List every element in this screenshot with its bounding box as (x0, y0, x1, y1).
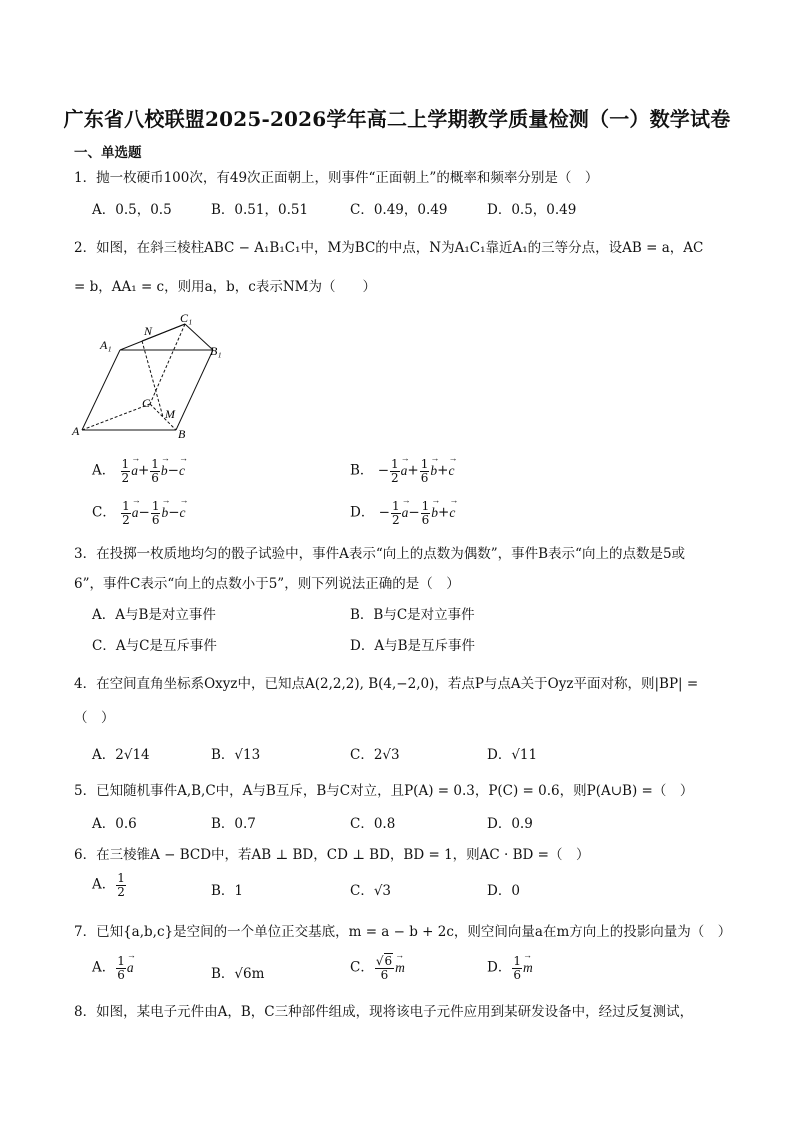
q1-option-c: C．0.49，0.49 (350, 202, 448, 218)
q1-option-d: D．0.5，0.49 (487, 202, 577, 218)
q2-option-b: B． − $\frac{1}{2}$ → a+ $\frac{1}{6}$ → b+→ c (350, 458, 454, 484)
q7-option-c-letter: C． (350, 959, 374, 976)
q6-option-a: A． $\frac{1}{2}$ (92, 871, 125, 899)
q2-option-c: C． $\frac{1}{2}$ → a− $\frac{1}{6}$ → b−→ c (92, 500, 186, 526)
question-2-stem-line1: 2．如图，在斜三棱柱ABC − A₁B₁C₁中，M为BC的中点，N为A₁C₁靠近A₁的三等分点，设AB = a，AC (74, 240, 704, 256)
q4-option-b: B．√13 (211, 747, 261, 763)
question-4-stem-line1: 4．在空间直角坐标系Oxyz中，已知点A(2,2,2), B(4,−2,0)，若点P与点A关于Oyz平面对称，则|BP| = (74, 676, 699, 692)
q3-option-a: A．A与B是对立事件 (92, 607, 216, 623)
q1-option-a: A．0.5，0.5 (92, 202, 172, 218)
q2-option-a: A． $\frac{1}{2}$ → a+ $\frac{1}{6}$ → b−→ c (92, 458, 185, 484)
question-7-stem: 7．已知{a,b,c}是空间的一个单位正交基底，m = a − b + 2c，则空间向量a在m方向上的投影向量为（ ） (74, 924, 732, 940)
q7-option-b: B．√6m (211, 966, 265, 982)
q3-option-d: D．A与B是互斥事件 (350, 638, 475, 654)
label-a1: A₁ (100, 338, 112, 352)
label-c: C (142, 396, 151, 410)
question-1-stem: 1．抛一枚硬币100次，有49次正面朝上，则事件“正面朝上”的概率和频率分别是（ ） (74, 170, 599, 186)
q7-option-a: A． $\frac{1}{6}$ → a (92, 955, 134, 981)
label-b: B (178, 427, 186, 441)
q2-option-d-letter: D． (350, 504, 375, 521)
section-heading: 一、单选题 (74, 145, 142, 161)
question-6-stem: 6．在三棱锥A − BCD中，若AB ⊥ BD，CD ⊥ BD，BD = 1，则AC · BD =（ ） (74, 847, 590, 863)
q6-option-d: D．0 (487, 883, 520, 899)
q6-option-a-letter: A． (92, 876, 116, 893)
q6-option-b: B．1 (211, 883, 244, 899)
q4-option-c: C．2√3 (350, 747, 400, 763)
q4-option-d: D．√11 (487, 747, 538, 763)
q2-option-b-letter: B． (350, 462, 374, 479)
question-3-stem-line2: 6”，事件C表示“向上的点数小于5”，则下列说法正确的是（ ） (74, 576, 460, 592)
q7-option-c: C． $\frac{√6}{6}$ → m (350, 955, 405, 981)
question-4-stem-line2: （ ） (74, 710, 115, 726)
label-m: M (165, 407, 175, 421)
label-c1: C₁ (180, 311, 193, 325)
prism-figure (70, 310, 240, 445)
page-title: 广东省八校联盟2025-2026学年高二上学期教学质量检测（一）数学试卷 (63, 107, 731, 131)
label-b1: B₁ (210, 344, 222, 358)
q5-option-a: A．0.6 (92, 816, 137, 832)
q2-option-c-letter: C． (92, 504, 116, 521)
q6-option-c: C．√3 (350, 883, 392, 899)
q1-option-b: B．0.51，0.51 (211, 202, 309, 218)
label-a: A (72, 424, 80, 438)
q3-option-c: C．A与C是互斥事件 (92, 638, 217, 654)
q5-option-d: D．0.9 (487, 816, 533, 832)
label-n: N (144, 324, 153, 338)
q2-option-d: D． − $\frac{1}{2}$ → a− $\frac{1}{6}$ → b+→ c (350, 500, 455, 526)
q5-option-c: C．0.8 (350, 816, 396, 832)
question-3-stem-line1: 3．在投掷一枚质地均匀的骰子试验中，事件A表示“向上的点数为偶数”，事件B表示“向上的点数是5或 (74, 546, 686, 562)
q3-option-b: B．B与C是对立事件 (350, 607, 475, 623)
q7-option-d-letter: D． (487, 959, 512, 976)
q4-option-a: A．2√14 (92, 747, 150, 763)
q7-option-a-letter: A． (92, 959, 116, 976)
q7-option-d: D． $\frac{1}{6}$ → m (487, 955, 533, 981)
q2-option-a-letter: A． (92, 462, 116, 479)
q5-option-b: B．0.7 (211, 816, 256, 832)
question-5-stem: 5．已知随机事件A,B,C中，A与B互斥，B与C对立，且P(A) = 0.3，P(C) = 0.6，则P(A∪B) =（ ） (74, 783, 694, 799)
question-2-stem-line2: = b，AA₁ = c，则用a，b，c表示NM为（ ） (74, 279, 376, 295)
question-8-stem: 8．如图，某电子元件由A，B，C三种部件组成，现将该电子元件应用到某研发设备中，经过反复测试， (74, 1004, 694, 1020)
